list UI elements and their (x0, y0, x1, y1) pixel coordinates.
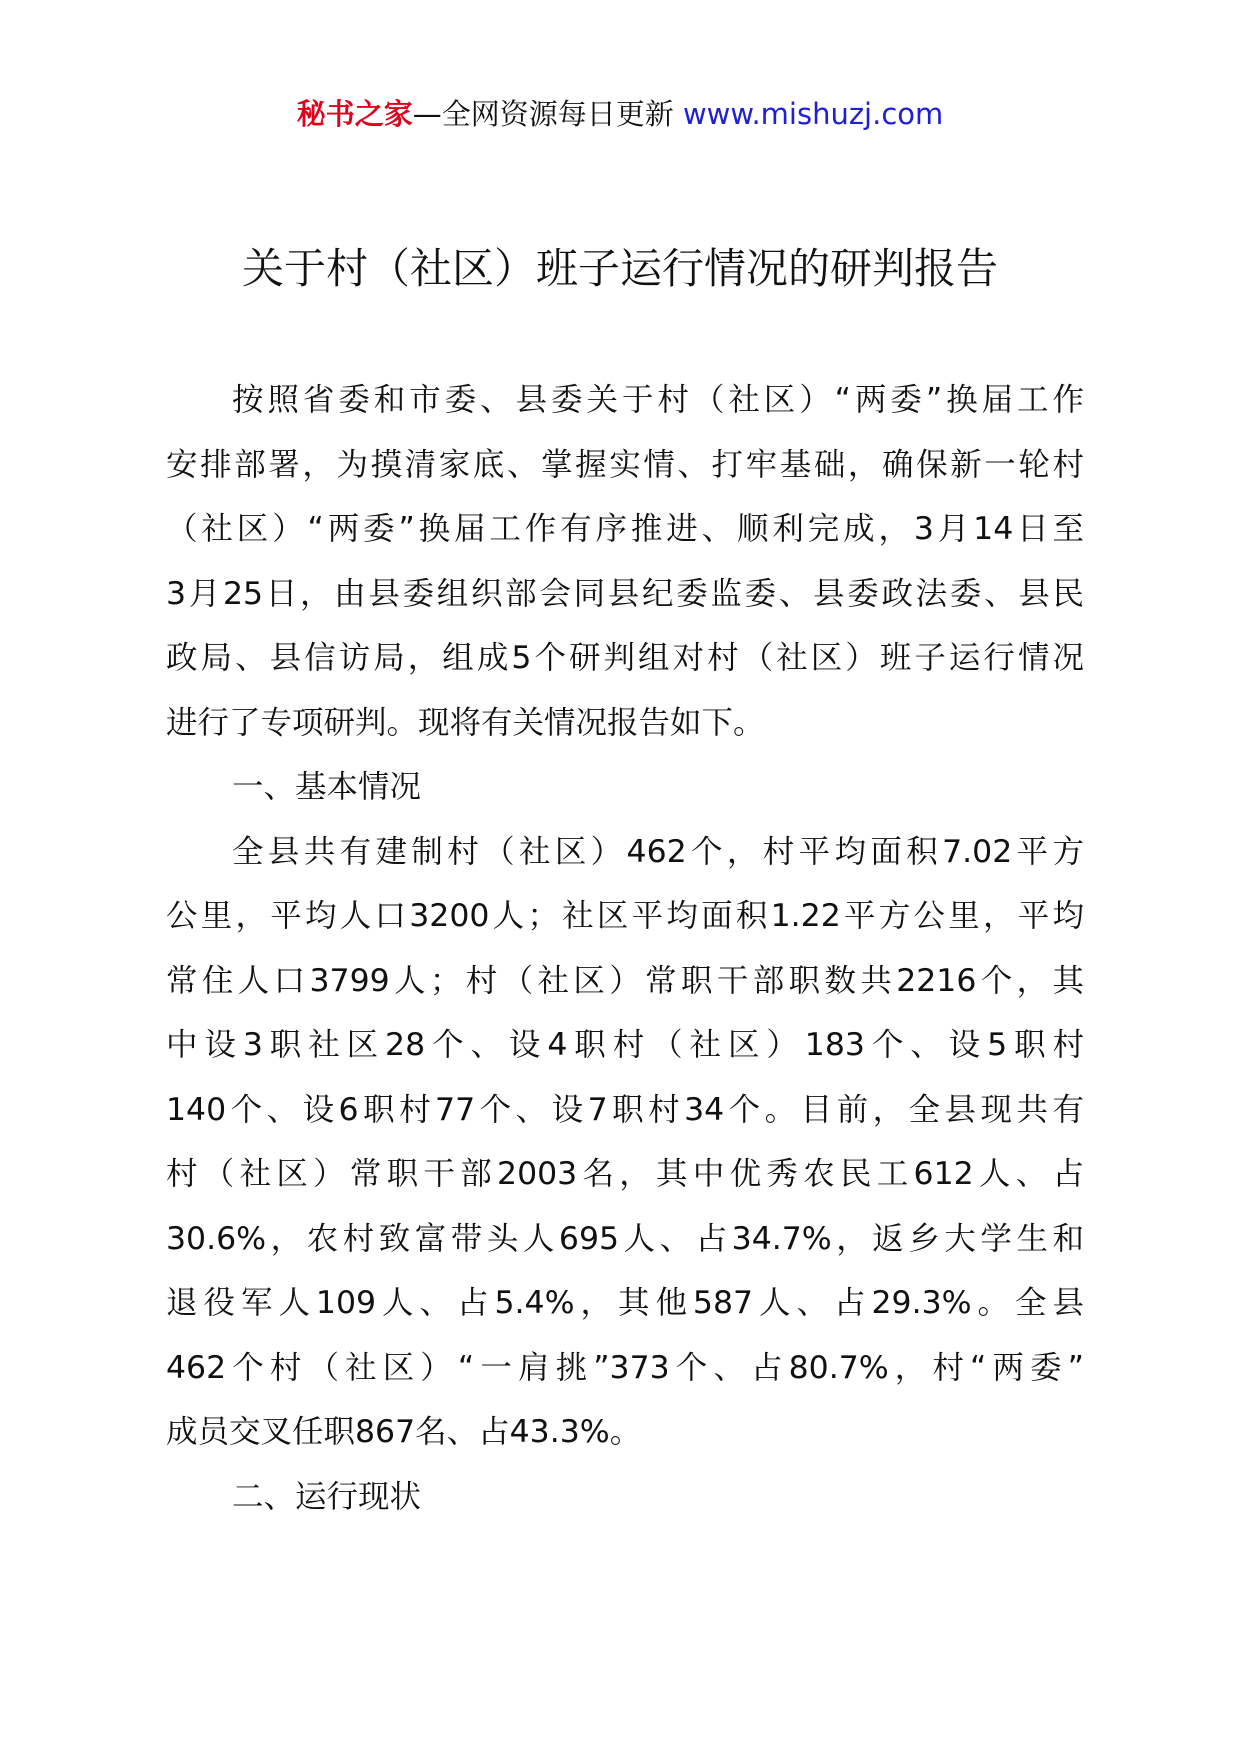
paragraph-line: 常住人口3799人；村（社区）常职干部职数共2216个，其 (166, 962, 1084, 999)
document-body (166, 368, 1084, 1529)
site-slogan: —全网资源每日更新 (412, 97, 674, 131)
paragraph-line: 30.6%，农村致富带头人695人、占34.7%，返乡大学生和 (166, 1220, 1084, 1257)
paragraph-line: 政局、县信访局，组成5个研判组对村（社区）班子运行情况 (166, 640, 1084, 676)
site-url-link[interactable]: www.mishuzj.com (682, 97, 944, 131)
paragraph-line: 进行了专项研判。现将有关情况报告如下。 (166, 704, 765, 741)
paragraph-line: 公里，平均人口3200人；社区平均面积1.22平方公里，平均 (166, 898, 1084, 934)
paragraph-line: 村（社区）常职干部2003名，其中优秀农民工612人、占 (166, 1156, 1084, 1192)
paragraph-line: 462个村（社区）“一肩挑”373个、占80.7%，村“两委” (166, 1349, 1084, 1386)
paragraph-line: 成员交叉任职867名、占43.3%。 (166, 1414, 642, 1450)
paragraph-line: （社区）“两委”换届工作有序推进、顺利完成，3月14日至 (166, 511, 1084, 547)
site-header (0, 92, 1240, 136)
site-brand: 秘书之家 (296, 97, 413, 131)
intro-paragraph (166, 368, 1084, 755)
paragraph-line: 退役军人109人、占5.4%，其他587人、占29.3%。全县 (166, 1285, 1084, 1321)
section-heading-basic: 一、基本情况 (232, 769, 422, 805)
basic-info-paragraph (166, 820, 1084, 1465)
paragraph-line: 全县共有建制村（社区）462个，村平均面积7.02平方 (232, 833, 1084, 870)
paragraph-line: 140个、设6职村77个、设7职村34个。目前，全县现共有 (166, 1091, 1084, 1128)
paragraph-line: 安排部署，为摸清家底、掌握实情、打牢基础，确保新一轮村 (166, 446, 1084, 483)
paragraph-line: 3月25日，由县委组织部会同县纪委监委、县委政法委、县民 (166, 575, 1084, 612)
paragraph-line: 按照省委和市委、县委关于村（社区）“两委”换届工作 (232, 382, 1084, 418)
paragraph-line: 中设3职社区28个、设4职村（社区）183个、设5职村 (166, 1027, 1084, 1063)
section-heading-status: 二、运行现状 (232, 1478, 422, 1515)
document-title: 关于村（社区）班子运行情况的研判报告 (241, 244, 998, 293)
